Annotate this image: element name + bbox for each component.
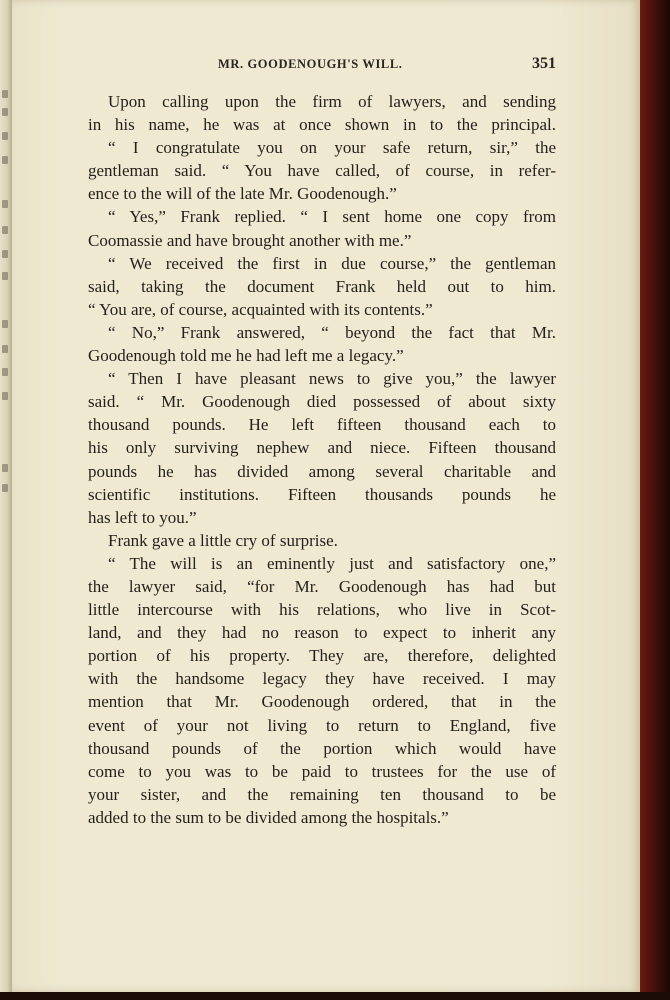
text-line: has left to you.” xyxy=(88,507,197,527)
gutter-smudge xyxy=(2,464,8,472)
text-line: portion of his property. They are, therefore, delighted xyxy=(88,646,556,666)
text-line: “ Yes,” Frank replied. “ I sent home one copy from xyxy=(108,207,556,227)
text-line: said. “ Mr. Goodenough died possessed of about sixty xyxy=(88,392,556,412)
text-line: “ I congratulate you on your safe return, sir,” the xyxy=(108,138,556,158)
text-line: “ We received the first in due course,” the gentleman xyxy=(108,253,556,273)
text-line: the lawyer said, “for Mr. Goodenough has had but xyxy=(88,576,556,596)
text-line: with the handsome legacy they have received. I may xyxy=(88,669,556,689)
binding-gutter xyxy=(0,0,12,1000)
text-line: Upon calling upon the firm of lawyers, and sending xyxy=(108,92,556,111)
gutter-smudge xyxy=(2,345,8,353)
text-line: added to the sum to be divided among the hospitals.” xyxy=(88,807,449,827)
text-line: “ Then I have pleasant news to give you,” the lawyer xyxy=(108,369,556,389)
text-line: thousand pounds. He left fifteen thousand each to xyxy=(88,415,556,435)
text-line: thousand pounds of the portion which would have xyxy=(88,738,556,758)
running-head: MR. GOODENOUGH'S WILL. xyxy=(218,57,403,71)
text-line: mention that Mr. Goodenough ordered, that in the xyxy=(88,692,556,712)
book-cover-edge xyxy=(640,0,670,1000)
text-line: event of your not living to return to England, five xyxy=(88,715,556,735)
text-line: Goodenough told me he had left me a legacy.” xyxy=(88,346,404,366)
text-line: said, taking the document Frank held out to him. xyxy=(88,276,556,296)
text-line: pounds he has divided among several charitable and xyxy=(88,461,556,481)
book-bottom-edge xyxy=(0,992,670,1000)
text-line: scientific institutions. Fifteen thousands pounds he xyxy=(88,484,556,504)
gutter-smudge xyxy=(2,484,8,492)
gutter-smudge xyxy=(2,392,8,400)
text-line: “ The will is an eminently just and satisfactory one,” xyxy=(108,553,556,573)
gutter-smudge xyxy=(2,90,8,98)
text-line: gentleman said. “ You have called, of course, in refer- xyxy=(88,161,556,181)
gutter-smudge xyxy=(2,320,8,328)
gutter-smudge xyxy=(2,272,8,280)
text-line: Coomassie and have brought another with me.” xyxy=(88,230,412,250)
body-text xyxy=(88,90,556,829)
gutter-smudge xyxy=(2,108,8,116)
text-line: Frank gave a little cry of surprise. xyxy=(108,530,338,550)
gutter-smudge xyxy=(2,250,8,258)
page-header xyxy=(88,55,556,77)
gutter-smudge xyxy=(2,156,8,164)
gutter-smudge xyxy=(2,132,8,140)
text-line: his only surviving nephew and niece. Fifteen thousand xyxy=(88,438,556,458)
gutter-smudge xyxy=(2,368,8,376)
text-line: land, and they had no reason to expect to inherit any xyxy=(88,623,556,643)
text-line: little intercourse with his relations, who live in Scot- xyxy=(88,600,556,620)
gutter-smudge xyxy=(2,200,8,208)
page-number: 351 xyxy=(532,55,556,72)
text-line: “ You are, of course, acquainted with its contents.” xyxy=(88,299,433,319)
text-line: in his name, he was at once shown in to the principal. xyxy=(88,115,556,135)
text-line: “ No,” Frank answered, “ beyond the fact that Mr. xyxy=(108,322,556,342)
text-line: come to you was to be paid to trustees for the use of xyxy=(88,761,556,781)
text-line: your sister, and the remaining ten thousand to be xyxy=(88,784,556,804)
gutter-smudge xyxy=(2,226,8,234)
text-line: ence to the will of the late Mr. Goodenough.” xyxy=(88,184,397,204)
